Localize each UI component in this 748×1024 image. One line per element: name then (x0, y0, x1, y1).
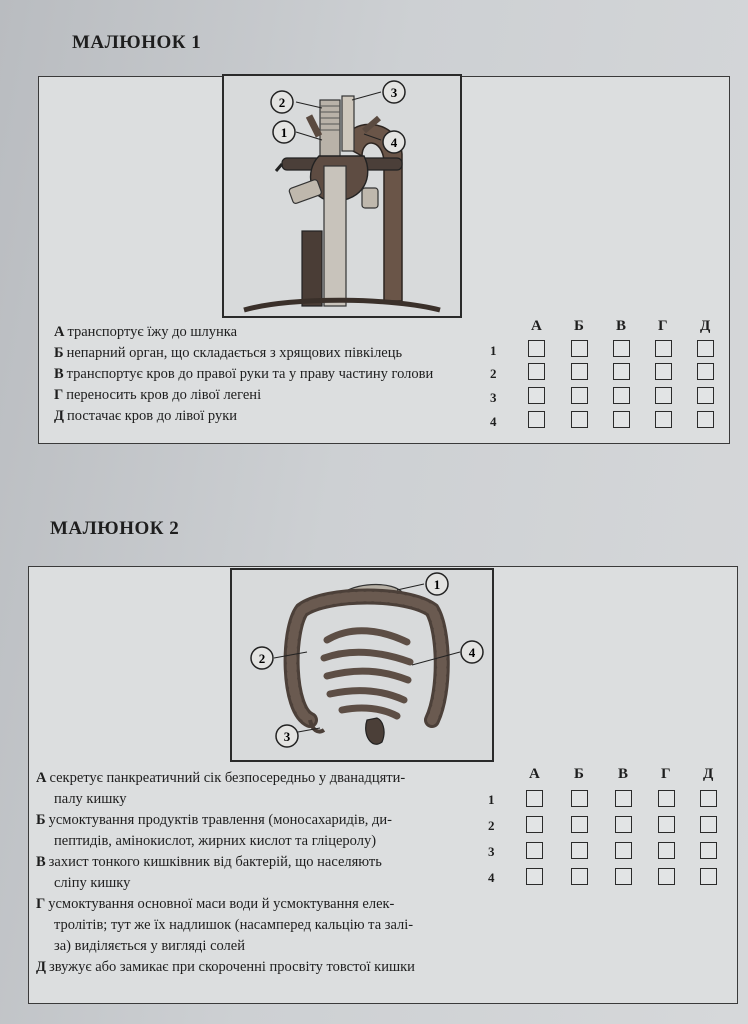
answer-checkbox[interactable] (526, 816, 543, 833)
answer-checkbox[interactable] (571, 363, 588, 380)
col-b: Б (574, 766, 584, 782)
answer-checkbox[interactable] (613, 411, 630, 428)
answer-checkbox[interactable] (697, 411, 714, 428)
answer-checkbox[interactable] (613, 387, 630, 404)
figure1-image (222, 74, 462, 318)
callout-4 (461, 641, 483, 663)
answer-checkbox[interactable] (615, 868, 632, 885)
answer-checkbox[interactable] (526, 790, 543, 807)
answer-checkbox[interactable] (615, 790, 632, 807)
figure1-options (54, 322, 433, 427)
figure2-title: МАЛЮНОК 2 (50, 518, 180, 539)
svg-text:3: 3 (283, 729, 291, 744)
col-a: А (529, 766, 540, 782)
option-g-cont-2: за) виділяється у вигляді солей (54, 938, 245, 954)
col-a: А (531, 318, 542, 334)
answer-checkbox[interactable] (528, 363, 545, 380)
row-2-label: 2 (490, 366, 497, 381)
answer-checkbox[interactable] (700, 842, 717, 859)
row-3-label: 3 (490, 390, 497, 405)
callout-3 (276, 725, 298, 747)
answer-checkbox[interactable] (571, 790, 588, 807)
row-4-label: 4 (488, 870, 495, 885)
answer-checkbox[interactable] (615, 842, 632, 859)
callout-1 (426, 573, 448, 595)
answer-checkbox[interactable] (655, 411, 672, 428)
intestine-illustration (232, 570, 492, 760)
figure2-image (230, 568, 494, 762)
svg-text:4: 4 (390, 135, 398, 150)
answer-checkbox[interactable] (700, 868, 717, 885)
answer-checkbox[interactable] (697, 387, 714, 404)
option-g: Г усмоктування основної маси води й усмоктування елек- (36, 896, 395, 912)
answer-checkbox[interactable] (613, 363, 630, 380)
row-1-label: 1 (488, 792, 495, 807)
option-a-cont: палу кишку (54, 791, 127, 807)
answer-checkbox[interactable] (528, 411, 545, 428)
svg-text:3: 3 (390, 85, 398, 100)
option-b: Б непарний орган, що складається з хрящових півкілець (54, 345, 403, 361)
callout-3 (383, 81, 405, 103)
row-1-label: 1 (490, 343, 497, 358)
option-v: В захист тонкого кишківник від бактерій, що населяють (36, 854, 382, 870)
option-g-cont-1: тролітів; тут же їх надлишок (насамперед кальцію та залі- (54, 917, 414, 933)
svg-text:2: 2 (258, 651, 266, 666)
answer-checkbox[interactable] (571, 387, 588, 404)
answer-checkbox[interactable] (700, 816, 717, 833)
answer-checkbox[interactable] (658, 790, 675, 807)
answer-checkbox[interactable] (697, 363, 714, 380)
answer-grid-1 (490, 318, 720, 436)
answer-checkbox[interactable] (655, 387, 672, 404)
answer-checkbox[interactable] (658, 842, 675, 859)
answer-checkbox[interactable] (700, 790, 717, 807)
answer-checkbox[interactable] (571, 340, 588, 357)
answer-checkbox[interactable] (571, 816, 588, 833)
col-b: Б (574, 318, 584, 334)
option-b: Б усмоктування продуктів травлення (моносахаридів, ди- (36, 812, 393, 828)
option-g: Г переносить кров до лівої легені (54, 387, 262, 403)
col-g: Г (658, 318, 668, 334)
answer-checkbox[interactable] (526, 868, 543, 885)
col-d: Д (703, 766, 714, 782)
answer-checkbox[interactable] (571, 842, 588, 859)
option-v: В транспортує кров до правої руки та у праву частину голови (54, 366, 434, 382)
callout-2 (271, 91, 293, 113)
col-v: В (616, 318, 627, 334)
answer-checkbox[interactable] (658, 868, 675, 885)
option-v-cont: сліпу кишку (54, 875, 131, 891)
answer-checkbox[interactable] (571, 411, 588, 428)
col-v: В (618, 766, 629, 782)
figure2-options (36, 768, 415, 978)
callout-4 (383, 131, 405, 153)
callout-1 (273, 121, 295, 143)
option-d: Д звужує або замикає при скороченні просвіту товстої кишки (36, 959, 415, 975)
answer-checkbox[interactable] (615, 816, 632, 833)
answer-grid-2 (488, 766, 724, 894)
col-g: Г (661, 766, 671, 782)
option-a: А транспортує їжу до шлунка (54, 324, 238, 340)
svg-text:1: 1 (433, 577, 441, 592)
mediastinum-illustration (224, 76, 460, 316)
answer-checkbox[interactable] (655, 340, 672, 357)
row-4-label: 4 (490, 414, 497, 429)
answer-checkbox[interactable] (571, 868, 588, 885)
option-d: Д постачає кров до лівої руки (54, 408, 238, 424)
answer-checkbox[interactable] (613, 340, 630, 357)
option-b-cont: пептидів, амінокислот, жирних кислот та гліцеролу) (54, 833, 377, 849)
row-3-label: 3 (488, 844, 495, 859)
option-a: А секретує панкреатичний сік безпосередньо у дванадцяти- (36, 770, 406, 786)
answer-checkbox[interactable] (697, 340, 714, 357)
row-2-label: 2 (488, 818, 495, 833)
svg-text:4: 4 (468, 645, 476, 660)
answer-checkbox[interactable] (528, 387, 545, 404)
answer-checkbox[interactable] (655, 363, 672, 380)
answer-checkbox[interactable] (526, 842, 543, 859)
svg-text:1: 1 (280, 125, 288, 140)
col-d: Д (700, 318, 711, 334)
svg-text:2: 2 (278, 95, 286, 110)
callout-2 (251, 647, 273, 669)
answer-checkbox[interactable] (658, 816, 675, 833)
answer-checkbox[interactable] (528, 340, 545, 357)
figure1-title: МАЛЮНОК 1 (72, 32, 202, 53)
